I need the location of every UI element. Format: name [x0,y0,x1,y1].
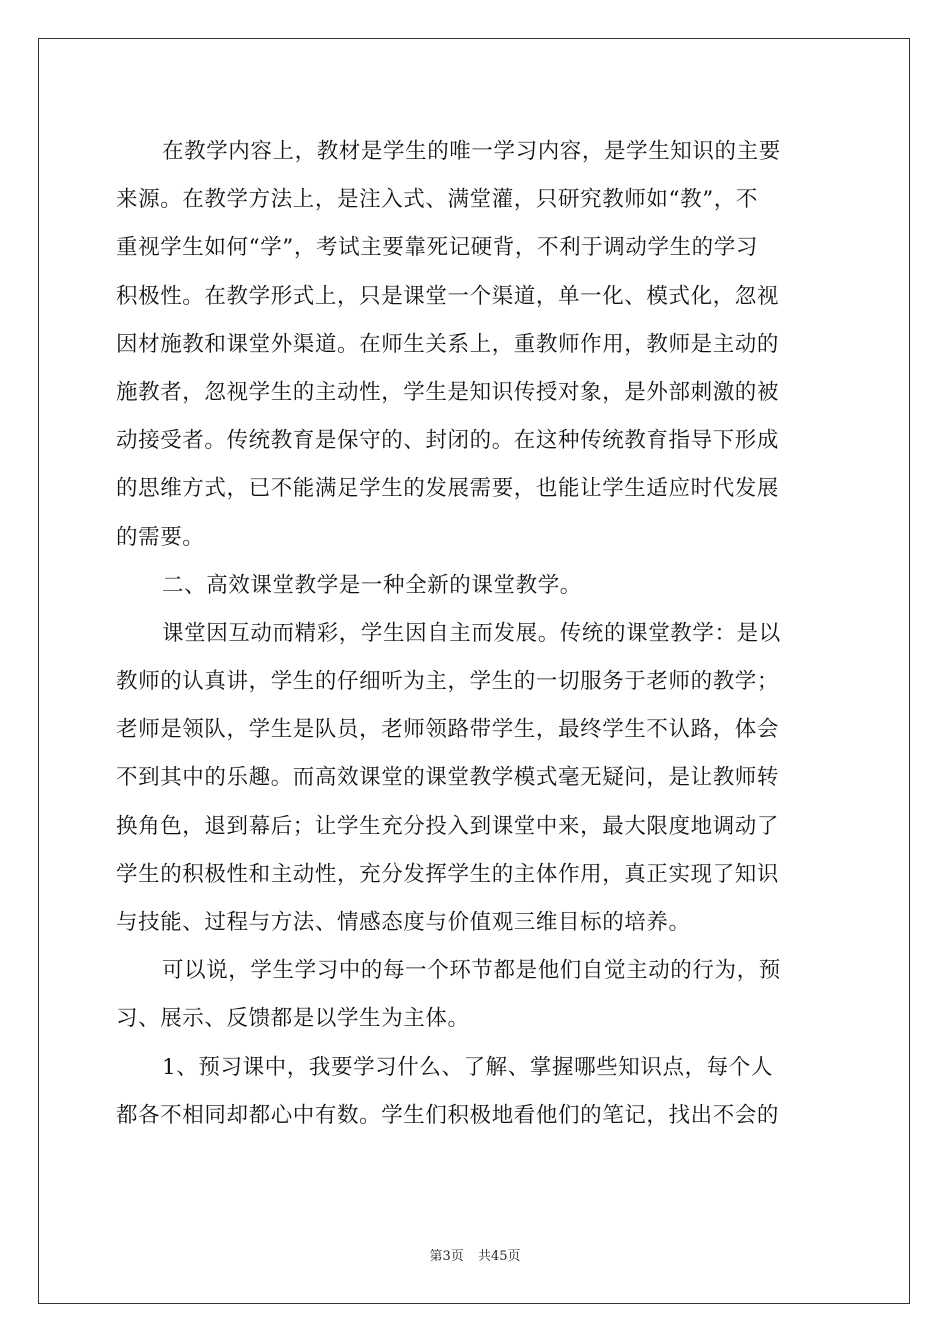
text-line: 学生的积极性和主动性，充分发挥学生的主体作用，真正实现了知识 [116,861,780,887]
page-total: 共45页 [477,1249,521,1264]
text-line: 与技能、过程与方法、情感态度与价值观三维目标的培养。 [116,910,691,935]
text-line: 来源。在教学方法上，是注入式、满堂灌，只研究教师如“教”，不 [116,187,758,213]
page-footer [0,1245,950,1264]
text-line: 积极性。在教学形式上，只是课堂一个渠道，单一化、模式化，忽视 [116,283,780,309]
text-line: 可以说，学生学习中的每一个环节都是他们自觉主动的行为，预 [162,958,781,984]
text-line: 不到其中的乐趣。而高效课堂的课堂教学模式毫无疑问，是让教师转 [116,765,780,791]
text-line: 1、预习课中，我要学习什么、了解、掌握哪些知识点，每个人 [162,1054,773,1080]
text-line: 的思维方式，已不能满足学生的发展需要，也能让学生适应时代发展 [116,476,780,502]
text-line: 换角色，退到幕后；让学生充分投入到课堂中来，最大限度地调动了 [116,813,780,839]
page-number: 第3页 [429,1249,464,1264]
section-heading: 二、高效课堂教学是一种全新的课堂教学。 [162,572,582,598]
text-line: 在教学内容上，教材是学生的唯一学习内容，是学生知识的主要 [162,139,781,164]
text-line: 施教者，忽视学生的主动性，学生是知识传授对象，是外部刺激的被 [116,379,780,405]
text-line: 教师的认真讲，学生的仔细听为主，学生的一切服务于老师的教学； [116,669,780,695]
text-line: 课堂因互动而精彩，学生因自主而发展。传统的课堂教学：是以 [162,620,781,646]
text-line: 因材施教和课堂外渠道。在师生关系上，重教师作用，教师是主动的 [116,331,780,357]
text-line: 习、展示、反馈都是以学生为主体。 [116,1006,470,1032]
text-line: 动接受者。传统教育是保守的、封闭的。在这种传统教育指导下形成 [116,428,780,454]
text-line: 都各不相同却都心中有数。学生们积极地看他们的笔记，找出不会的 [116,1102,780,1128]
text-line: 的需要。 [116,524,205,550]
document-body [116,128,836,1140]
text-line: 重视学生如何“学”，考试主要靠死记硬背，不利于调动学生的学习 [116,235,758,261]
text-line: 老师是领队，学生是队员，老师领路带学生，最终学生不认路，体会 [116,717,780,743]
